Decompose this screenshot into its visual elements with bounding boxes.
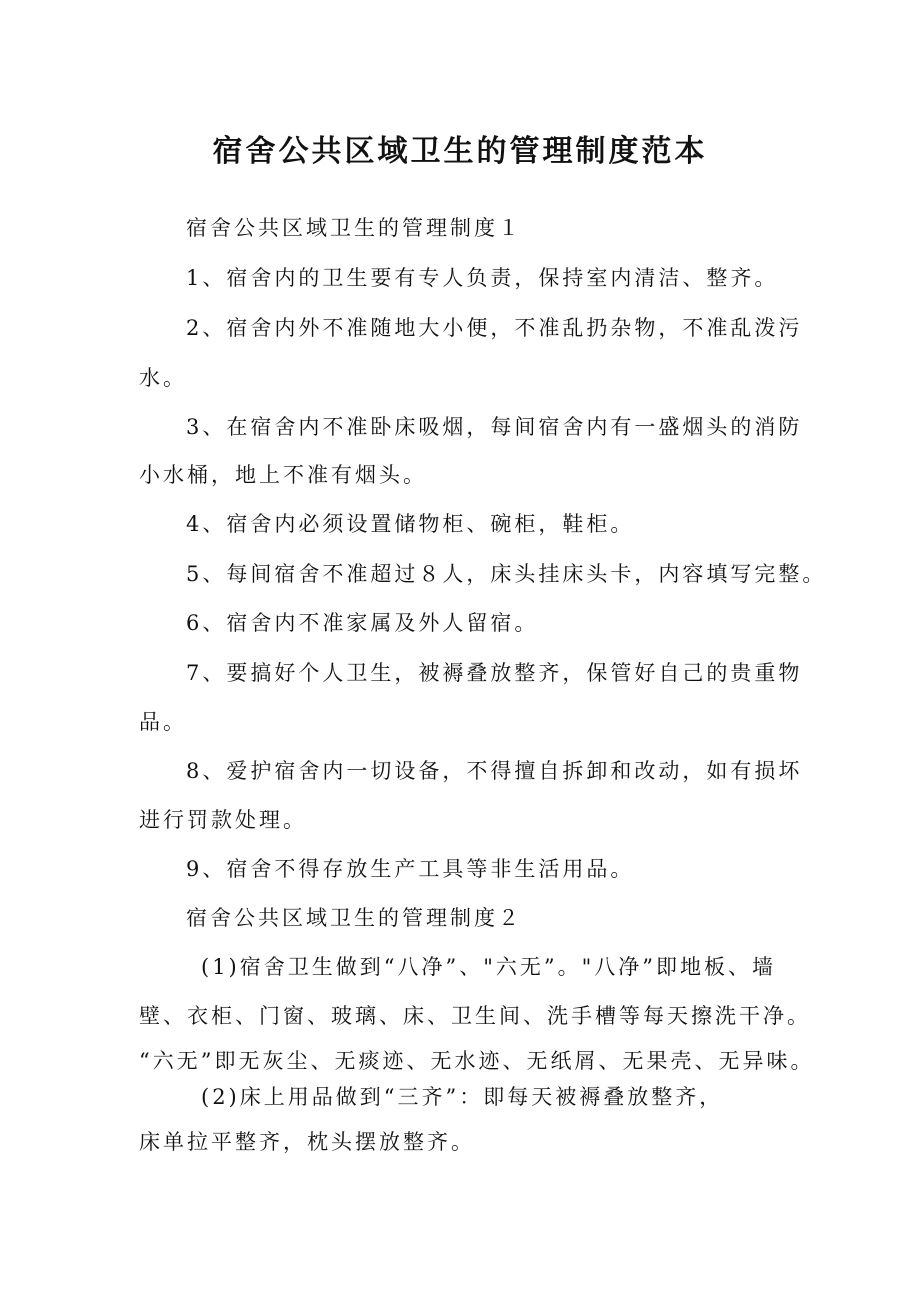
rule-item-4: 4、宿舍内必须设置储物柜、碗柜，鞋柜。 [186, 512, 635, 536]
rule-item-6: 6、宿舍内不准家属及外人留宿。 [186, 611, 539, 635]
rule-item-8: 8、爱护宿舍内一切设备，不得擅自拆卸和改动，如有损坏 [186, 759, 803, 783]
rule-item-2-continued: 水。 [139, 366, 187, 390]
rule-item-9: 9、宿舍不得存放生产工具等非生活用品。 [186, 857, 635, 881]
rule-item-3-continued: 小水桶，地上不准有烟头。 [139, 463, 427, 487]
section-heading-1: 宿舍公共区域卫生的管理制度１ [186, 216, 522, 240]
rule-item-5: 5、每间宿舍不准超过８人，床头挂床头卡，内容填写完整。 [186, 562, 827, 586]
rule-item-7-continued: 品。 [139, 710, 187, 734]
section2-item-1: (1)宿舍卫生做到“八净”、"六无”。"八净”即地板、墙 [201, 955, 777, 979]
rule-item-2: 2、宿舍内外不准随地大小便，不准乱扔杂物，不准乱泼污 [186, 316, 803, 340]
section2-item-1-line-3: “六无”即无灰尘、无痰迹、无水迹、无纸屑、无果壳、无异味。 [139, 1049, 815, 1073]
rule-item-1: 1、宿舍内的卫生要有专人负责，保持室内清洁、整齐。 [186, 266, 779, 290]
section-heading-2: 宿舍公共区域卫生的管理制度２ [186, 906, 522, 930]
rule-item-8-continued: 进行罚款处理。 [139, 808, 307, 832]
document-title: 宿舍公共区域卫生的管理制度范本 [212, 134, 708, 170]
section2-item-1-line-2: 壁、衣柜、门窗、玻璃、床、卫生间、洗手槽等每天擦洗干净。 [139, 1004, 811, 1028]
rule-item-3: 3、在宿舍内不准卧床吸烟，每间宿舍内有一盛烟头的消防 [186, 415, 803, 439]
section2-item-2: (2)床上用品做到“三齐”：即每天被褥叠放整齐， [201, 1085, 724, 1109]
section2-item-2-continued: 床单拉平整齐，枕头摆放整齐。 [139, 1130, 475, 1154]
rule-item-7: 7、要搞好个人卫生，被褥叠放整齐，保管好自己的贵重物 [186, 661, 803, 685]
